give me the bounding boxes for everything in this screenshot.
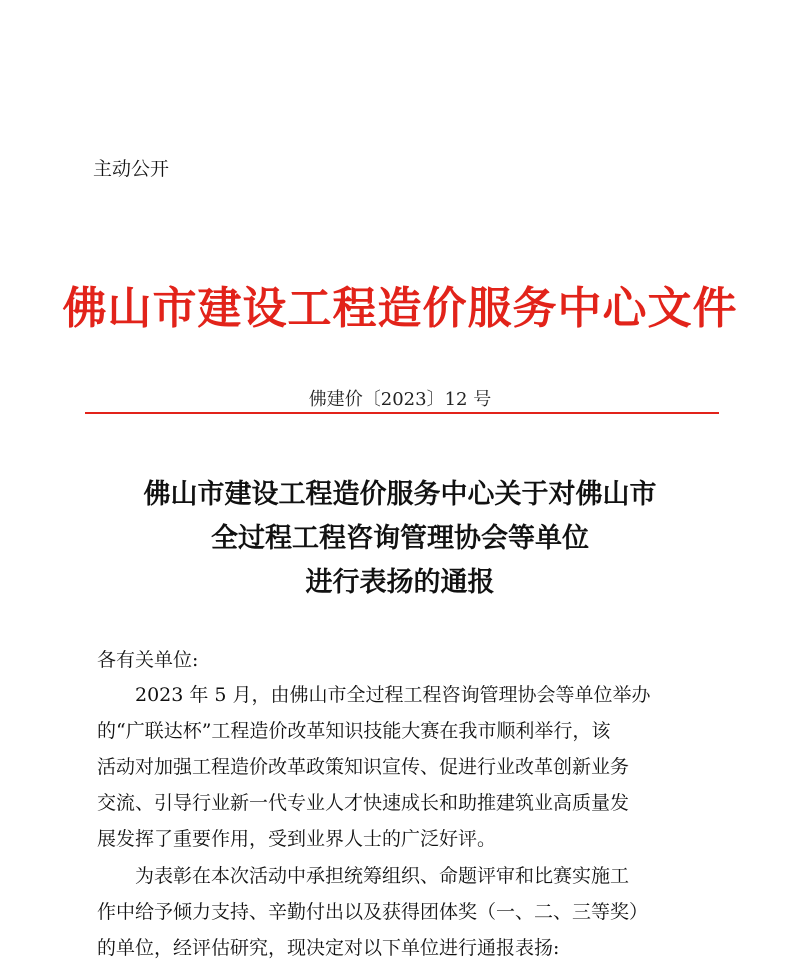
body-paragraph-2: [97, 858, 709, 966]
paragraph-line: 2023 年 5 月，由佛山市全过程工程咨询管理协会等单位举办: [97, 684, 651, 706]
paragraph-line: 活动对加强工程造价改革政策知识宣传、促进行业改革创新业务: [97, 756, 630, 778]
paragraph-line: 的“广联达杯”工程造价改革知识技能大赛在我市顺利举行，该: [97, 720, 611, 742]
document-number: 佛建价〔2023〕12 号: [308, 389, 492, 410]
paragraph-line: 交流、引导行业新一代专业人才快速成长和助推建筑业高质量发: [97, 792, 630, 814]
notice-title-line: 进行表扬的通报: [305, 567, 495, 598]
paragraph-line: 的单位，经评估研究，现决定对以下单位进行通报表扬:: [97, 937, 560, 959]
paragraph-line: 作中给予倾力支持、辛勤付出以及获得团体奖（一、二、三等奖）: [97, 901, 649, 923]
issuer-header-title: 佛山市建设工程造价服务中心文件: [62, 283, 738, 334]
notice-title-line: 全过程工程咨询管理协会等单位: [211, 523, 589, 554]
body-paragraph-1: [97, 677, 709, 857]
red-divider-line: [85, 412, 719, 414]
paragraph-line: 为表彰在本次活动中承担统筹组织、命题评审和比赛实施工: [97, 865, 630, 887]
salutation: 各有关单位:: [97, 649, 199, 671]
disclosure-label: 主动公开: [93, 158, 170, 180]
notice-title-line: 佛山市建设工程造价服务中心关于对佛山市: [143, 479, 657, 510]
paragraph-line: 展发挥了重要作用，受到业界人士的广泛好评。: [97, 828, 497, 850]
notice-title: [0, 473, 800, 605]
